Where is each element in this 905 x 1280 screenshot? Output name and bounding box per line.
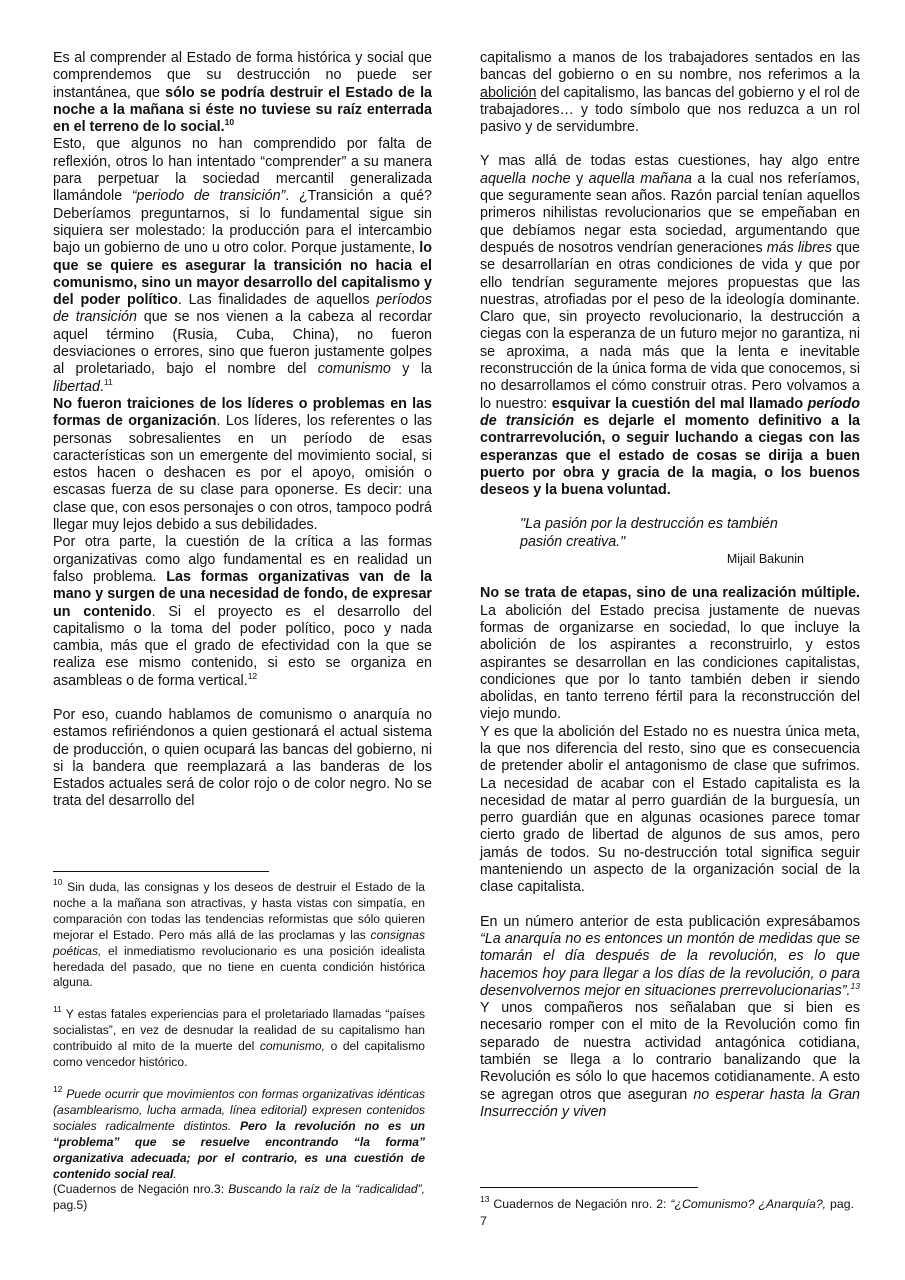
paragraph xyxy=(480,50,860,136)
quote-author: Mijail Bakunin xyxy=(726,552,804,567)
text-run: Pero la revolución no es un “problema” que se resuelve encontrando “la forma” organizativa adecuada; por el contrario, es una cuestión de contenido social real xyxy=(53,1118,425,1181)
text-run: aquella noche xyxy=(480,170,571,187)
text-run: No fueron traiciones de los líderes o problemas en las formas de organización xyxy=(53,395,432,430)
text-run: Cuadernos de Negación nro. 2: xyxy=(489,1197,671,1211)
paragraph xyxy=(53,534,432,690)
text-run: y la xyxy=(390,361,432,378)
text-run: períodos de transición xyxy=(53,292,432,326)
text-run: Esto, que algunos no han comprendido por falta de reflexión, otros lo han intentado “comprender” a su manera para perpetuar la sociedad mercantil generalizada llamándole xyxy=(53,136,432,205)
text-run: Y mas allá de todas estas cuestiones, hay algo entre xyxy=(480,153,860,170)
text-run: y xyxy=(570,170,589,187)
paragraph xyxy=(53,396,432,534)
text-run: es dejarle el momento definitivo a la contrarrevolución, o seguir luchando a ciegas con las esperanzas que el estado de cosas se dirija a buen puerto por obra y gracia de la magia, o los buenos deseos y la buena voluntad. xyxy=(480,412,860,499)
footnote-ref: 11 xyxy=(53,1004,62,1015)
text-run: “periodo de transición” xyxy=(131,188,286,205)
text-run: En un número anterior de esta publicación expresábamos xyxy=(480,913,860,930)
paragraph xyxy=(480,914,860,1122)
text-run: . ¿Transición a qué? Deberíamos preguntarnos, si lo fundamental sigue sin siquiera ser molestado: la producción para el intercambio bajo un gobierno de uno u otro color. Porque justamente, xyxy=(53,188,433,257)
text-run: . xyxy=(173,1166,177,1181)
footnote-ref: 12 xyxy=(53,1083,63,1094)
paragraph xyxy=(480,153,860,499)
text-run: que se nos vienen a la cabeza al recordar aquel término (Rusia, Cuba, China), no fueron desviaciones o errores, sino que fueron justamente golpes al proletariado, bajo el nombre del xyxy=(53,309,432,378)
text-run: “La anarquía no es entonces un montón de medidas que se tomarán el día después de la revolución, es lo que hacemos hoy para llegar a los días de la revolución, o para desenvolvernos mejor en situaciones prerrevolucionarias”. xyxy=(480,930,860,999)
text-run: Y unos compañeros nos señalaban que si bien es necesario romper con el mito de la Revolución como fin separado de nuestra actividad antagónica cotidiana, también se llega a lo contrario banalizando que la Revolución es sólo lo que hacemos cotidianamente. A esto se agregan otros que aseguran xyxy=(480,1000,860,1103)
text-run: Es al comprender al Estado de forma histórica y social que comprendemos que su destrucción no puede ser instantánea, que xyxy=(53,50,432,101)
text-run: más libres xyxy=(766,239,833,256)
footnote-ref: 11 xyxy=(103,376,113,387)
text-run: a la cual nos referíamos, que seguramente sean años. Razón parcial tenían aquellos primeros nihilistas revolucionarios que se empeñaban en que debíamos negar esta sociedad, argumentando que después de nosotros vendrían generaciones xyxy=(480,170,860,256)
text-run: período de transición xyxy=(480,395,860,429)
text-run: Sin duda, las consignas y los deseos de destruir el Estado de la noche a la mañana son atractivas, y hasta vistas con simpatía, en comparación con todas las tendencias reformistas que sólo quieren mejorar el Estado. Pero más allá de las proclamas y las xyxy=(53,880,425,942)
text-run: . xyxy=(99,378,104,395)
footnotes-right xyxy=(480,1196,854,1229)
text-run: esquivar la cuestión del mal llamado xyxy=(551,395,808,412)
text-run: Por otra parte, la cuestión de la crítica a las formas organizativas como algo fundamental es en realidad un falso problema. xyxy=(53,534,432,585)
text-run: “¿Comunismo? ¿Anarquía?, xyxy=(670,1197,827,1211)
footnote-12 xyxy=(53,1083,425,1214)
text-run: . Si el proyecto es el desarrollo del capitalismo o la toma del poder político, poco y nada cambia, más que el grado de efectividad con la que se realiza ese mismo contenido, si esto se organiza en asambleas o de forma vertical. xyxy=(53,603,432,689)
blockquote: "La pasión por la destrucción es también pasión creativa." xyxy=(520,516,778,550)
text-run: que se desarrollarían en otras condiciones de vida y que por ello tendrían seguramente mejores propuestas que las nuestras, atrofiadas por el peso de la ideología dominante. Claro que, sin proyecto revolucionario, la destrucción a ciegas con la esperanza de un futuro mejor no garantiza, ni se aproxima, a nada más que la lenta e inevitable reconstrucción de la única forma de vida que conocemos, si no desarrollamos el cómo construir otras. Pero volvamos a lo nuestro: xyxy=(480,239,860,412)
text-run: Y es que la abolición del Estado no es nuestra única meta, la que nos diferencia del resto, sino que es consecuencia de pretender abolir el antagonismo de clase que sufrimos. La necesidad de acabar con el Estado capitalista es la necesidad de matar al perro guardián de la burguesía, un perro guardián que en algunas ocasiones parece tomar cierto grado de libertad de algunos de sus amos, pero jamás de todos. Su no-destrucción total significa seguir manteniendo un aspecto de la organización social de la clase capitalista. xyxy=(480,723,860,896)
footnote-divider xyxy=(53,871,269,872)
text-run: el inmediatismo revolucionario es una posición idealista heredada del pasado, que no tiene en cuenta condición histórica alguna. xyxy=(53,943,425,990)
text-run: lo que se quiere es asegurar la transición no hacia el comunismo, sino un mayor desarrollo del capitalismo y del poder político xyxy=(53,240,432,309)
text-run: Las formas organizativas van de la mano y surgen de una necesidad de fondo, de expresar un contenido xyxy=(53,568,432,620)
text-run: aquella mañana xyxy=(588,170,692,187)
paragraph xyxy=(53,50,432,136)
footnote-ref: 12 xyxy=(247,670,258,681)
footnote-ref: 13 xyxy=(480,1194,490,1204)
text-run: comunismo xyxy=(317,361,391,378)
text-run: consignas poéticas, xyxy=(53,927,425,958)
text-run: capitalismo a manos de los trabajadores sentados en las bancas del gobierno o en su nombre, nos referimos a la xyxy=(480,50,860,84)
footnotes-left xyxy=(53,877,425,1230)
footnote-ref: 10 xyxy=(224,117,235,128)
text-run: No se trata de etapas, sino de una realización múltiple. xyxy=(480,585,860,602)
footnote-ref: 10 xyxy=(53,877,63,887)
text-run: (Cuadernos de Negación nro.3: xyxy=(53,1182,229,1197)
text-run: Buscando la raíz de la “radicalidad”, xyxy=(228,1182,425,1197)
text-run: La abolición del Estado precisa justamente de nuevas formas de organizarse en sociedad, lo que incluye la abolición de los aspirantes a reconstruirlo, y estos aspirantes se desarrollan en las condiciones capitalistas, condiciones que por lo tanto también deben ir siendo abolidas, en tanto terreno fértil para la reconstrucción del viejo mundo. xyxy=(480,602,860,723)
text-run: no esperar hasta la Gran Insurrección y viven xyxy=(480,1086,860,1120)
text-run: pag.5) xyxy=(53,1198,88,1213)
left-column xyxy=(53,50,432,811)
footnote-13 xyxy=(480,1196,854,1229)
paragraph xyxy=(53,707,432,811)
text-run: Y estas fatales experiencias para el proletariado llamadas “países socialistas”, en vez de desnudar la realidad de su capitalismo han contribuido al mito de la muerte del xyxy=(53,1007,425,1054)
text-run: pag. 7 xyxy=(480,1197,854,1228)
paragraph xyxy=(480,585,860,723)
text-run: del capitalismo, las bancas del gobierno y el rol de trabajadores… y todo símbolo que nos reduzca a un rol pasivo y de servidumbre. xyxy=(480,84,860,136)
text-run: libertad xyxy=(53,378,100,395)
text-run: . Las finalidades de aquellos xyxy=(177,292,377,309)
paragraph xyxy=(480,724,860,897)
paragraph xyxy=(53,136,432,395)
footnote-ref: 13 xyxy=(850,980,860,991)
text-run: Puede ocurrir que movimientos con formas organizativas idénticas (asamblearismo, lucha armada, línea editorial) expresen contenidos sociales radicalmente distintos. xyxy=(53,1086,425,1133)
text-run: Por eso, cuando hablamos de comunismo o anarquía no estamos refiriéndonos a quien gestionará el actual sistema de producción, o quien ocupará las bancas del gobierno, ni si la bandera que reemplazará a las banderas de los Estados actuales será de color rojo o de color negro. No se trata del desarrollo del xyxy=(53,706,432,810)
text-run: o del capitalismo como vencedor histórico. xyxy=(53,1039,425,1070)
footnote-divider xyxy=(480,1187,698,1188)
text-run: abolición xyxy=(480,84,537,101)
text-run: sólo se podría destruir el Estado de la noche a la mañana si éste no tuviese su raíz enterrada en el terreno de lo social. xyxy=(53,84,432,136)
right-column xyxy=(480,50,860,1121)
footnote-11 xyxy=(53,1004,425,1071)
footnote-10 xyxy=(53,877,425,991)
text-run: . Los líderes, los referentes o las personas sobresalientes en un período de esas características son un emergente del movimiento social, si estos hacen o deshacen es por el apoyo, omisión o escasas fuerza de su clase para oponerse. Es decir: una clase que, con esos personajes o con otros, tampoco podrá llegar muy lejos debido a sus debilidades. xyxy=(53,413,432,534)
text-run: comunismo, xyxy=(259,1039,326,1054)
